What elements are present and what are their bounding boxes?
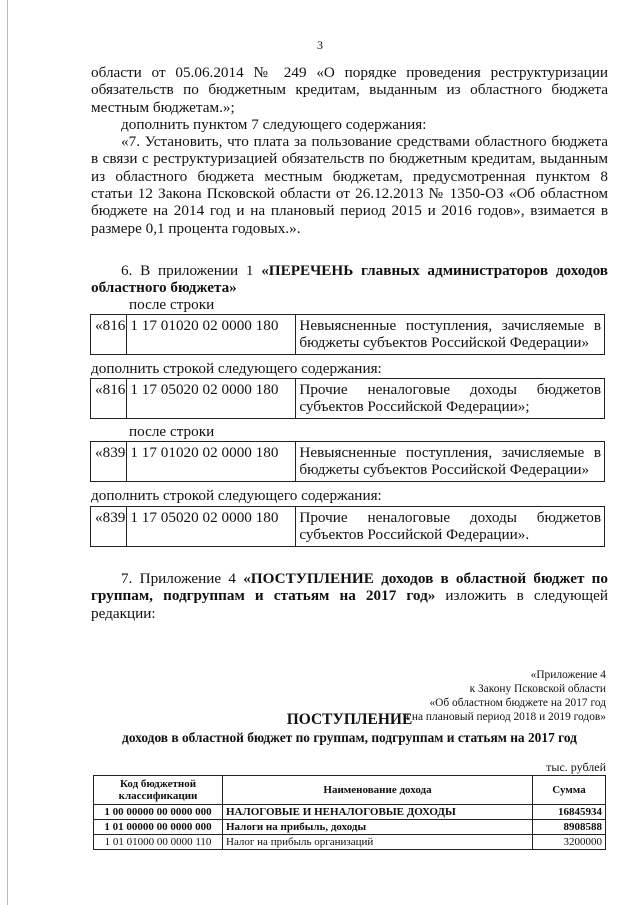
after-row-label-2: после строки bbox=[129, 423, 215, 440]
column-header-sum: Сумма bbox=[533, 776, 606, 805]
add-row-label-2: дополнить строкой следующего содержания: bbox=[91, 487, 382, 504]
row-code: 1 17 05020 02 0000 180 bbox=[127, 507, 296, 547]
item7-suffix: изложить в следующей редакции: bbox=[91, 587, 608, 622]
paragraph-decree-reference: области от 05.06.2014 № 249 «О порядке проведения реструктуризации обязательств по бюджетным кредитам, выданным из областного бюджета местным бюджетам.»; bbox=[91, 64, 608, 116]
table-header-row bbox=[94, 776, 606, 805]
row-code: 1 17 05020 02 0000 180 bbox=[127, 379, 296, 419]
table-row bbox=[91, 442, 605, 482]
row-prefix: «839 bbox=[91, 442, 127, 482]
table-row bbox=[94, 835, 606, 850]
table-row bbox=[94, 805, 606, 820]
row-prefix: «839 bbox=[91, 507, 127, 547]
table-row bbox=[91, 507, 605, 547]
appendix-line: «Об областном бюджете на 2017 год bbox=[429, 697, 606, 710]
page-edge-line bbox=[7, 0, 8, 905]
units-label: тыс. рублей bbox=[546, 760, 606, 774]
row-table-3 bbox=[90, 441, 605, 482]
column-header-code: Код бюджетной классификации bbox=[94, 776, 223, 805]
row-table-4 bbox=[90, 506, 605, 547]
row-description: Прочие неналоговые доходы бюджетов субъектов Российской Федерации»; bbox=[296, 379, 605, 419]
text-block-top bbox=[91, 64, 608, 237]
row-table-1 bbox=[90, 314, 605, 355]
cell-name: НАЛОГОВЫЕ И НЕНАЛОГОВЫЕ ДОХОДЫ bbox=[223, 805, 533, 820]
cell-sum: 3200000 bbox=[533, 835, 606, 850]
column-header-name: Наименование дохода bbox=[223, 776, 533, 805]
row-description: Прочие неналоговые доходы бюджетов субъектов Российской Федерации». bbox=[296, 507, 605, 547]
item7-prefix: 7. Приложение 4 bbox=[121, 570, 244, 587]
row-code: 1 17 01020 02 0000 180 bbox=[127, 315, 296, 355]
item6-bold-title: «ПЕРЕЧЕНЬ главных администраторов доходов областного бюджета» bbox=[91, 262, 608, 297]
row-description: Невыясненные поступления, зачисляемые в бюджеты субъектов Российской Федерации» bbox=[296, 315, 605, 355]
table-row bbox=[91, 315, 605, 355]
budget-table bbox=[93, 775, 606, 850]
after-row-label-1: после строки bbox=[129, 296, 215, 313]
appendix-line: и на плановый период 2018 и 2019 годов» bbox=[402, 711, 606, 724]
cell-name: Налоги на прибыль, доходы bbox=[223, 820, 533, 835]
cell-code: 1 01 01000 00 0000 110 bbox=[94, 835, 223, 850]
cell-sum: 16845934 bbox=[533, 805, 606, 820]
table-row bbox=[94, 820, 606, 835]
paragraph-item7-text: «7. Установить, что плата за пользование средствами областного бюджета в связи с реструктуризацией обязательств по бюджетным кредитам, выданным из областного бюджета местным бюджетам, предусмотренная пунктом 8 статьи 12 Закона Псковской области от 26.12.2013 № 1350-ОЗ «Об областном бюджете на 2014 год и на плановый период 2015 и 2016 годов», взимается в размере 0,1 процента годовых.». bbox=[91, 133, 608, 237]
appendix-line: к Закону Псковской области bbox=[469, 683, 606, 696]
add-row-label-1: дополнить строкой следующего содержания: bbox=[91, 360, 382, 377]
appendix-line: «Приложение 4 bbox=[530, 669, 606, 681]
table-subtitle: доходов в областной бюджет по группам, подгруппам и статьям на 2017 год bbox=[122, 730, 577, 745]
page-number: 3 bbox=[317, 38, 323, 52]
paragraph-item6 bbox=[91, 262, 608, 297]
item6-prefix: 6. В приложении 1 bbox=[121, 262, 262, 279]
row-prefix: «816 bbox=[91, 379, 127, 419]
row-prefix: «816 bbox=[91, 315, 127, 355]
row-description: Невыясненные поступления, зачисляемые в бюджеты субъектов Российской Федерации» bbox=[296, 442, 605, 482]
item7-bold-title: «ПОСТУПЛЕНИЕ доходов в областной бюджет по группам, подгруппам и статьям на 2017 год» bbox=[91, 570, 608, 605]
table-row bbox=[91, 379, 605, 419]
cell-code: 1 00 00000 00 0000 000 bbox=[94, 805, 223, 820]
row-code: 1 17 01020 02 0000 180 bbox=[127, 442, 296, 482]
paragraph-add-item7: дополнить пунктом 7 следующего содержания: bbox=[121, 115, 427, 133]
cell-sum: 8908588 bbox=[533, 820, 606, 835]
row-table-2 bbox=[90, 378, 605, 419]
table-title: ПОСТУПЛЕНИЕ bbox=[286, 711, 413, 728]
cell-name: Налог на прибыль организаций bbox=[223, 835, 533, 850]
paragraph-item7-amendment bbox=[91, 570, 608, 622]
cell-code: 1 01 00000 00 0000 000 bbox=[94, 820, 223, 835]
